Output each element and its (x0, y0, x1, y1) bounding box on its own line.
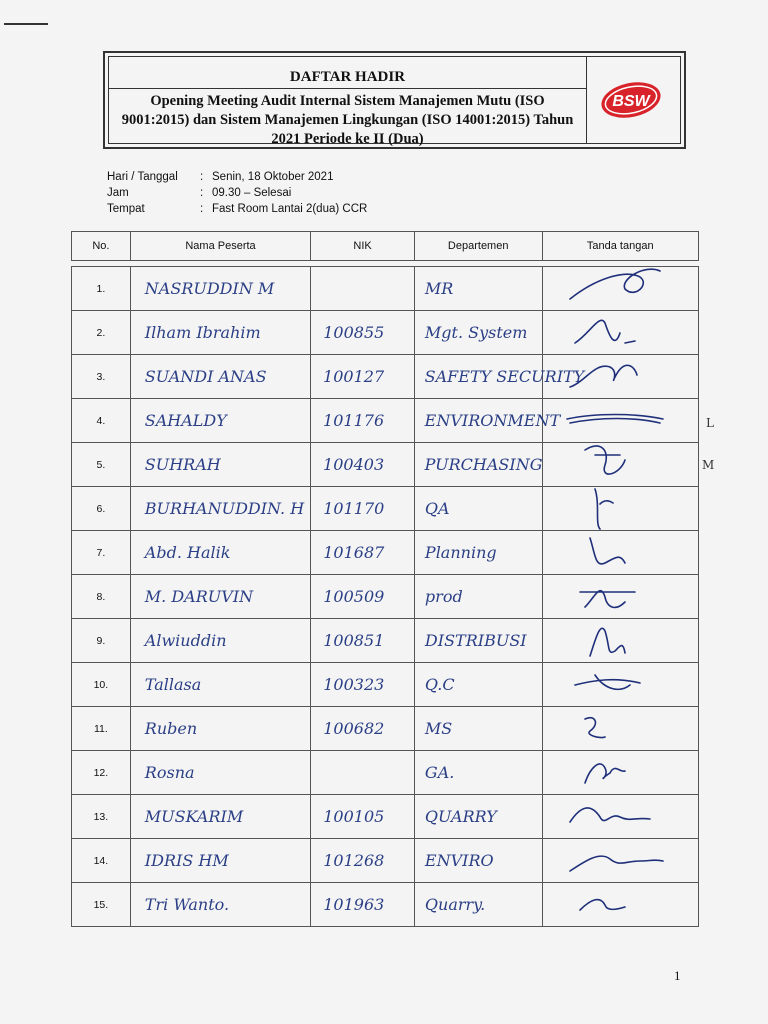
row-number (72, 531, 131, 574)
row-number (72, 839, 131, 882)
corner-mark (4, 23, 48, 25)
participant-department-text: QA (424, 499, 450, 518)
row-number-text: 11. (93, 722, 108, 735)
participant-nik (311, 531, 415, 574)
participant-department-text: MR (424, 279, 454, 298)
participant-department-text: Mgt. System (424, 323, 528, 342)
info-value: 09.30 – Selesai (212, 187, 292, 199)
participant-nik (311, 311, 415, 354)
table-body (71, 266, 699, 927)
row-number-text: 6. (96, 502, 106, 515)
logo-box (582, 57, 680, 143)
participant-name-text: Ruben (144, 719, 198, 738)
signature (565, 875, 665, 931)
participant-department-text: PURCHASING (424, 455, 543, 474)
participant-name (131, 839, 311, 882)
info-label: Tempat (107, 203, 145, 215)
participant-name-text: Tallasa (144, 675, 202, 694)
participant-department (415, 531, 543, 574)
participant-name (131, 619, 311, 662)
participant-department-text: ENVIRO (424, 851, 494, 870)
info-colon: : (200, 187, 204, 199)
participant-nik-text: 101687 (323, 543, 385, 562)
info-value: Senin, 18 Oktober 2021 (212, 171, 334, 183)
header-nik: NIK (311, 232, 415, 260)
participant-name (131, 751, 311, 794)
participant-nik (311, 839, 415, 882)
participant-nik-text: 100682 (323, 719, 385, 738)
info-row-time (107, 185, 367, 201)
participant-name-text: NASRUDDIN M (144, 279, 275, 298)
participant-nik-text: 101963 (323, 895, 385, 914)
participant-department-text: prod (424, 587, 463, 606)
participant-name-text: M. DARUVIN (144, 587, 254, 606)
participant-department (415, 355, 585, 398)
participant-department-text: DISTRIBUSI (424, 631, 527, 650)
participant-nik-text: 100403 (323, 455, 385, 474)
participant-name (131, 795, 311, 838)
page-number: 1 (674, 968, 681, 983)
participant-department-text: SAFETY SECURITY (424, 367, 585, 386)
row-number-text: 1. (96, 282, 106, 295)
row-number-text: 3. (96, 370, 106, 383)
info-row-place (107, 201, 367, 217)
participant-name (131, 399, 311, 442)
participant-nik (311, 619, 415, 662)
row-number (72, 487, 131, 530)
participant-name-text: MUSKARIM (144, 807, 244, 826)
meeting-info (107, 169, 367, 217)
row-number (72, 751, 131, 794)
participant-department-text: MS (424, 719, 453, 738)
row-number-text: 15. (93, 898, 109, 911)
info-row-date (107, 169, 367, 185)
participant-department (415, 399, 561, 442)
participant-department-text: ENVIRONMENT (424, 411, 561, 430)
row-number (72, 575, 131, 618)
participant-name-text: BURHANUDDIN. H (144, 499, 305, 518)
participant-name-text: Ilham Ibrahim (144, 323, 261, 342)
participant-nik (311, 751, 415, 794)
row-number (72, 443, 131, 486)
header-frame (108, 56, 681, 147)
row-number-text: 14. (93, 854, 109, 867)
participant-name (131, 883, 311, 926)
row-number-text: 13. (93, 810, 109, 823)
header-dept: Departemen (415, 232, 543, 260)
document-header (103, 51, 686, 149)
participant-nik (311, 883, 415, 926)
row-number (72, 663, 131, 706)
participant-nik-text: 100851 (323, 631, 385, 650)
participant-name-text: SUANDI ANAS (144, 367, 267, 386)
participant-name-text: Tri Wanto. (144, 895, 230, 914)
margin-note-m: M (702, 458, 715, 472)
table-header (71, 231, 699, 261)
participant-nik-text: 101268 (323, 851, 385, 870)
participant-name (131, 531, 311, 574)
participant-department (415, 751, 543, 794)
participant-department-text: GA. (424, 763, 455, 782)
participant-name-text: SUHRAH (144, 455, 221, 474)
participant-nik-text: 100509 (323, 587, 385, 606)
participant-department (415, 575, 543, 618)
participant-department (415, 311, 543, 354)
row-number-text: 8. (96, 590, 106, 603)
table-row (72, 883, 698, 926)
participant-name-text: IDRIS HM (144, 851, 229, 870)
participant-department (415, 795, 543, 838)
header-name: Nama Peserta (131, 232, 311, 260)
row-number (72, 355, 131, 398)
participant-department (415, 487, 543, 530)
row-number-text: 5. (96, 458, 106, 471)
row-number (72, 707, 131, 750)
participant-name-text: SAHALDY (144, 411, 227, 430)
row-number (72, 883, 131, 926)
participant-department (415, 883, 543, 926)
participant-nik-text: 100105 (323, 807, 385, 826)
participant-name (131, 707, 311, 750)
participant-name-text: Alwiuddin (144, 631, 227, 650)
row-number-text: 2. (96, 326, 106, 339)
header-no: No. (72, 232, 131, 260)
row-number (72, 399, 131, 442)
document-subtitle: Opening Meeting Audit Internal Sistem Manajemen Mutu (ISO 9001:2015) dan Sistem Manajemen Lingkungan (ISO 14001:2015) Tahun 2021 Periode ke II (Dua) (121, 93, 574, 147)
participant-nik-text: 100127 (323, 367, 385, 386)
participant-name (131, 355, 311, 398)
participant-nik (311, 795, 415, 838)
participant-department (415, 839, 543, 882)
row-number (72, 619, 131, 662)
participant-name (131, 443, 311, 486)
participant-department-text: Q.C (424, 675, 455, 694)
info-value: Fast Room Lantai 2(dua) CCR (212, 203, 368, 215)
participant-department (415, 707, 543, 750)
participant-nik (311, 575, 415, 618)
row-number-text: 12. (93, 766, 109, 779)
bsw-logo (599, 80, 663, 120)
participant-name (131, 311, 311, 354)
participant-nik (311, 267, 415, 310)
participant-name-text: Rosna (144, 763, 195, 782)
participant-department-text: Quarry. (424, 895, 486, 914)
participant-name (131, 487, 311, 530)
document-title: DAFTAR HADIR (109, 66, 586, 89)
participant-nik (311, 707, 415, 750)
info-colon: : (200, 203, 204, 215)
participant-nik (311, 443, 415, 486)
participant-nik-text: 100855 (323, 323, 385, 342)
participant-department-text: QUARRY (424, 807, 497, 826)
participant-department (415, 443, 543, 486)
row-number (72, 311, 131, 354)
row-number (72, 795, 131, 838)
row-number-text: 9. (96, 634, 106, 647)
participant-department (415, 663, 543, 706)
participant-nik (311, 355, 415, 398)
header-text-block (109, 57, 587, 147)
signature-cell (543, 883, 698, 926)
row-number-text: 10. (93, 678, 109, 691)
margin-note-l: L (706, 416, 714, 430)
attendance-table (71, 231, 699, 927)
header-sign: Tanda tangan (586, 240, 654, 252)
info-label: Hari / Tanggal (107, 171, 178, 183)
participant-name (131, 663, 311, 706)
row-number-text: 7. (96, 546, 106, 559)
participant-nik-text: 100323 (323, 675, 385, 694)
row-number (72, 267, 131, 310)
participant-name (131, 267, 311, 310)
participant-nik (311, 663, 415, 706)
participant-nik-text: 101176 (323, 411, 385, 430)
participant-department (415, 619, 543, 662)
participant-nik (311, 399, 415, 442)
participant-name-text: Abd. Halik (144, 543, 231, 562)
participant-nik (311, 487, 415, 530)
participant-department (415, 267, 543, 310)
participant-department-text: Planning (424, 543, 497, 562)
svg-text:BSW: BSW (612, 93, 650, 110)
participant-name (131, 575, 311, 618)
row-number-text: 4. (96, 414, 106, 427)
participant-nik-text: 101170 (323, 499, 385, 518)
info-label: Jam (107, 187, 129, 199)
info-colon: : (200, 171, 204, 183)
